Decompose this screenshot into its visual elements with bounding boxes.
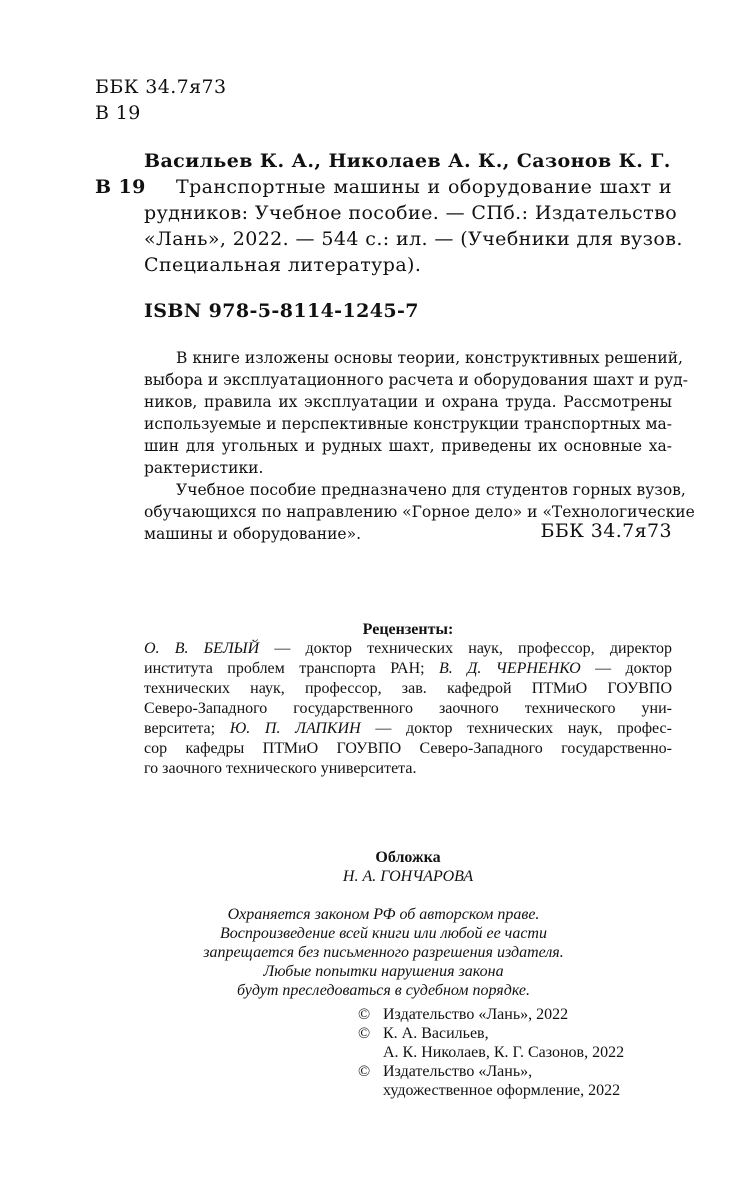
citation-title-line: «Лань», 2022. — 544 с.: ил. — (Учебники для вузов. <box>144 228 683 250</box>
cover-designer: Н. А. ГОНЧАРОВА <box>342 868 474 885</box>
reviewers-line <box>144 640 672 658</box>
annotation-line: выбора и эксплуатационного расчета и оборудования шахт и руд- <box>144 371 688 389</box>
bbk-code: ББК 34.7я73 <box>95 76 227 98</box>
copyright-notice-line: запрещается без письменного разрешения издателя. <box>203 944 564 961</box>
copyright-symbol: © <box>358 1063 371 1080</box>
reviewer-text: верситета; <box>144 720 230 737</box>
annotation-line: обучающихся по направлению «Горное дело» и «Технологические <box>144 503 695 521</box>
bbk-code-right: ББК 34.7я73 <box>540 520 672 542</box>
copyright-line: художественное оформление, 2022 <box>383 1082 621 1099</box>
authors-line: Васильев К. А., Николаев А. К., Сазонов К. Г. <box>144 150 671 172</box>
copyright-notice-line: Любые попытки нарушения закона <box>263 963 504 980</box>
copyright-line: К. А. Васильев, <box>383 1025 489 1042</box>
cover-heading: Обложка <box>375 849 441 866</box>
citation-title-line: рудников: Учебное пособие. — СПб.: Издательство <box>144 202 678 224</box>
annotation-line: машины и оборудование». <box>144 525 362 543</box>
reviewer-name: О. В. БЕЛЫЙ <box>144 640 260 657</box>
reviewer-text: — доктор технических наук, профессор, директор <box>259 640 672 657</box>
reviewer-name: Ю. П. ЛАПКИН <box>229 720 361 737</box>
copyright-symbol: © <box>358 1006 371 1023</box>
reviewers-line <box>144 660 672 678</box>
annotation-line: используемые и перспективные конструкции транспортных ма- <box>144 415 672 433</box>
annotation-line: шин для угольных и рудных шахт, приведены их основные ха- <box>144 437 672 455</box>
author-mark: В 19 <box>95 102 141 124</box>
reviewers-line: технических наук, профессор, зав. кафедрой ПТМиО ГОУВПО <box>144 680 672 697</box>
citation-title-line: Транспортные машины и оборудование шахт и <box>176 176 672 198</box>
reviewer-text: — доктор технических наук, профес- <box>360 720 672 737</box>
reviewer-text: — доктор <box>580 660 672 677</box>
copyright-symbol: © <box>358 1025 371 1042</box>
reviewers-line: го заочного технического университета. <box>144 760 417 777</box>
annotation-line: ников, правила их эксплуатации и охрана труда. Рассмотрены <box>144 393 672 411</box>
citation-title-line: Специальная литература). <box>144 254 422 276</box>
copyright-line: Издательство «Лань», 2022 <box>383 1006 569 1023</box>
reviewers-line <box>144 720 672 738</box>
copyright-notice-line: будут преследоваться в судебном порядке. <box>236 982 531 999</box>
citation-code: В 19 <box>95 176 146 198</box>
copyright-line: Издательство «Лань», <box>383 1063 533 1080</box>
copyright-notice-line: Охраняется законом РФ об авторском праве. <box>227 906 540 923</box>
reviewers-line: Северо-Западного государственного заочного технического уни- <box>144 700 672 717</box>
reviewers-line: сор кафедры ПТМиО ГОУВПО Северо-Западного государственно- <box>144 740 672 757</box>
reviewer-text: института проблем транспорта РАН; <box>144 660 440 677</box>
isbn: ISBN 978-5-8114-1245-7 <box>144 300 419 322</box>
copyright-line: А. К. Николаев, К. Г. Сазонов, 2022 <box>383 1044 625 1061</box>
annotation-line: рактеристики. <box>144 459 264 477</box>
annotation-line: В книге изложены основы теории, конструктивных решений, <box>176 349 683 367</box>
copyright-notice-line: Воспроизведение всей книги или любой ее части <box>220 925 547 942</box>
reviewer-name: В. Д. ЧЕРНЕНКО <box>439 660 581 677</box>
reviewers-heading: Рецензенты: <box>362 621 454 638</box>
annotation-line: Учебное пособие предназначено для студентов горных вузов, <box>176 481 686 499</box>
